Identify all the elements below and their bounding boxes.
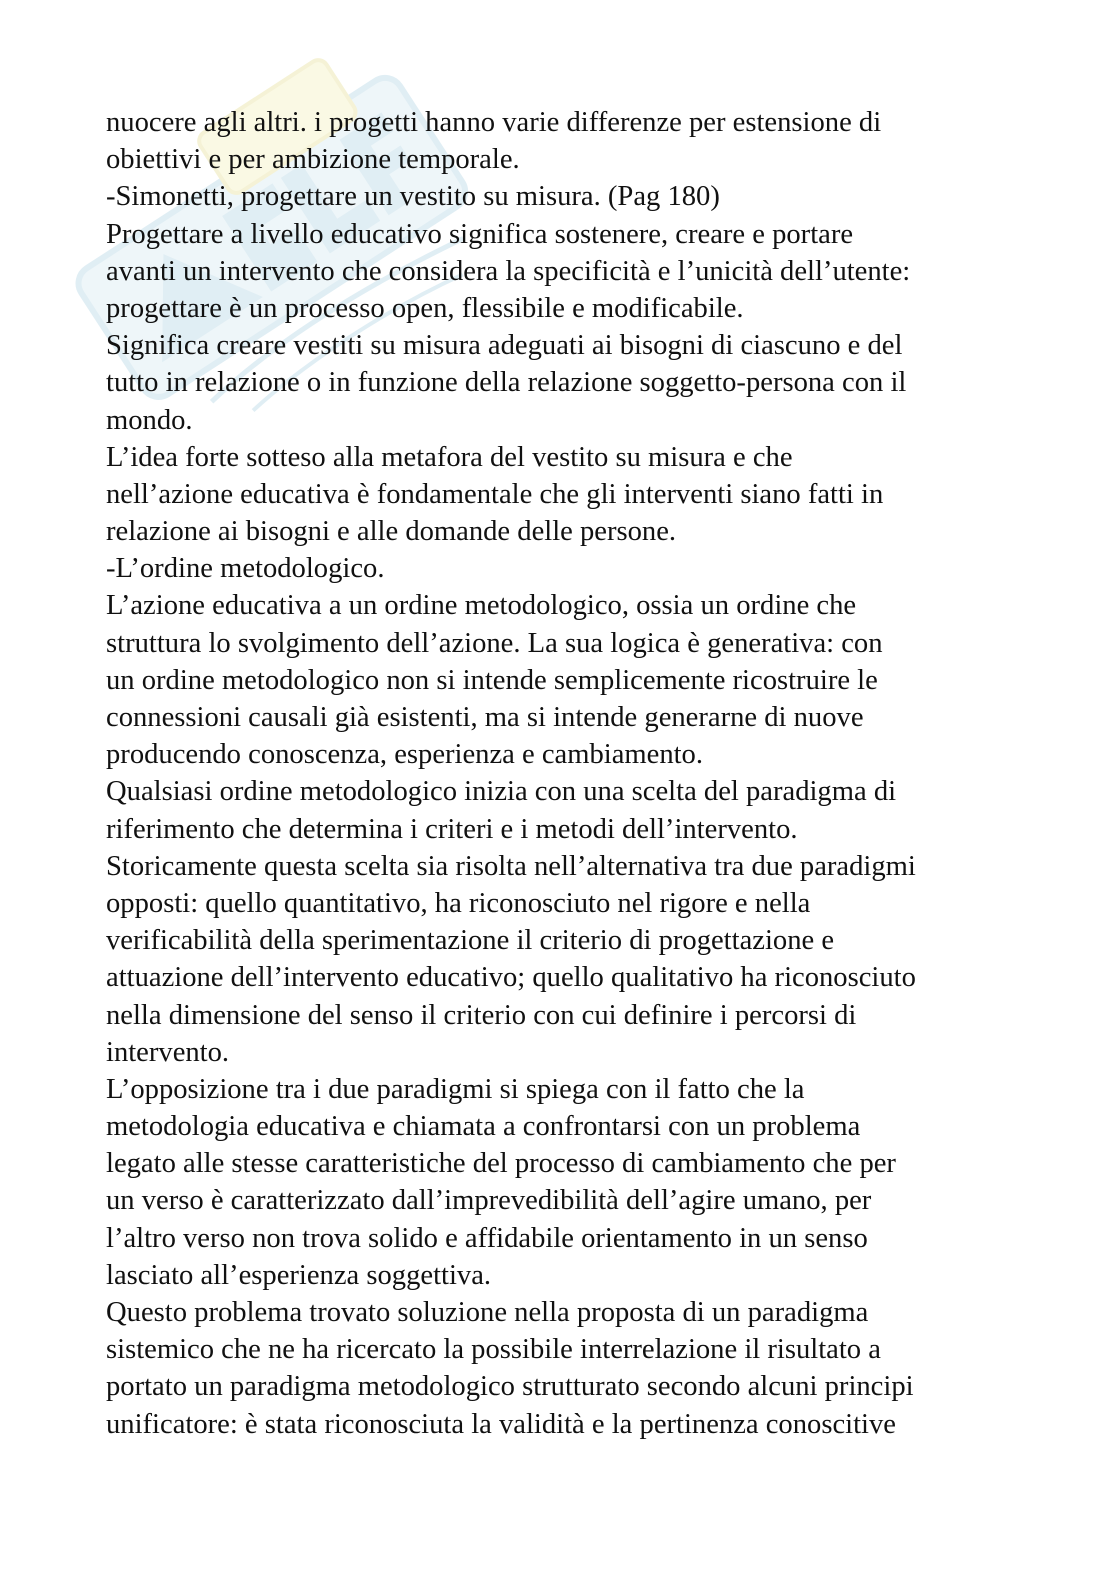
text-line: -Simonetti, progettare un vestito su misura. (Pag 180): [106, 181, 720, 213]
text-line: struttura lo svolgimento dell’azione. La sua logica è generativa: con: [106, 627, 883, 659]
text-line: legato alle stesse caratteristiche del processo di cambiamento che per: [106, 1148, 896, 1180]
text-line: unificatore: è stata riconosciuta la validità e la pertinenza conoscitive: [106, 1408, 896, 1440]
text-line: mondo.: [106, 404, 193, 436]
text-line: l’altro verso non trova solido e affidabile orientamento in un senso: [106, 1222, 868, 1254]
text-line: Progettare a livello educativo significa sostenere, creare e portare: [106, 218, 854, 250]
text-line: avanti un intervento che considera la specificità e l’unicità dell’utente:: [106, 255, 911, 287]
text-line: portato un paradigma metodologico strutturato secondo alcuni principi: [106, 1371, 914, 1403]
text-line: L’idea forte sotteso alla metafora del vestito su misura e che: [106, 441, 793, 473]
text-line: attuazione dell’intervento educativo; quello qualitativo ha riconosciuto: [106, 962, 916, 994]
text-line: un verso è caratterizzato dall’imprevedibilità dell’agire umano, per: [106, 1185, 872, 1217]
text-line: L’azione educativa a un ordine metodologico, ossia un ordine che: [106, 590, 857, 622]
text-line: L’opposizione tra i due paradigmi si spiega con il fatto che la: [106, 1073, 805, 1105]
text-line: nell’azione educativa è fondamentale che gli interventi siano fatti in: [106, 478, 884, 510]
text-line: nuocere agli altri. i progetti hanno varie differenze per estensione di: [106, 107, 882, 138]
text-line: Significa creare vestiti su misura adeguati ai bisogni di ciascuno e del: [106, 330, 903, 362]
text-line: metodologia educativa e chiamata a confrontarsi con un problema: [106, 1111, 861, 1143]
text-line: Storicamente questa scelta sia risolta nell’alternativa tra due paradigmi: [106, 850, 916, 882]
text-line: verificabilità della sperimentazione il criterio di progettazione e: [106, 925, 835, 957]
text-line: un ordine metodologico non si intende semplicemente ricostruire le: [106, 664, 878, 696]
text-line: intervento.: [106, 1036, 230, 1068]
text-line: Qualsiasi ordine metodologico inizia con una scelta del paradigma di: [106, 776, 897, 808]
text-line: sistemico che ne ha ricercato la possibile interrelazione il risultato a: [106, 1334, 881, 1366]
text-line: riferimento che determina i criteri e i metodi dell’intervento.: [106, 813, 798, 845]
text-line: obiettivi e per ambizione temporale.: [106, 144, 520, 176]
text-line: progettare è un processo open, flessibile e modificabile.: [106, 292, 744, 324]
text-line: relazione ai bisogni e alle domande delle persone.: [106, 516, 677, 548]
text-line: opposti: quello quantitativo, ha riconosciuto nel rigore e nella: [106, 887, 811, 919]
text-line: lasciato all’esperienza soggettiva.: [106, 1259, 492, 1291]
document-body: [106, 104, 1026, 1443]
text-line: Questo problema trovato soluzione nella proposta di un paradigma: [106, 1297, 869, 1328]
text-line: producendo conoscenza, esperienza e cambiamento.: [106, 739, 704, 771]
text-line: nella dimensione del senso il criterio con cui definire i percorsi di: [106, 999, 857, 1031]
text-line: connessioni causali già esistenti, ma si intende generarne di nuove: [106, 702, 864, 733]
text-line: tutto in relazione o in funzione della relazione soggetto-persona con il: [106, 367, 907, 399]
text-line: -L’ordine metodologico.: [106, 553, 385, 585]
